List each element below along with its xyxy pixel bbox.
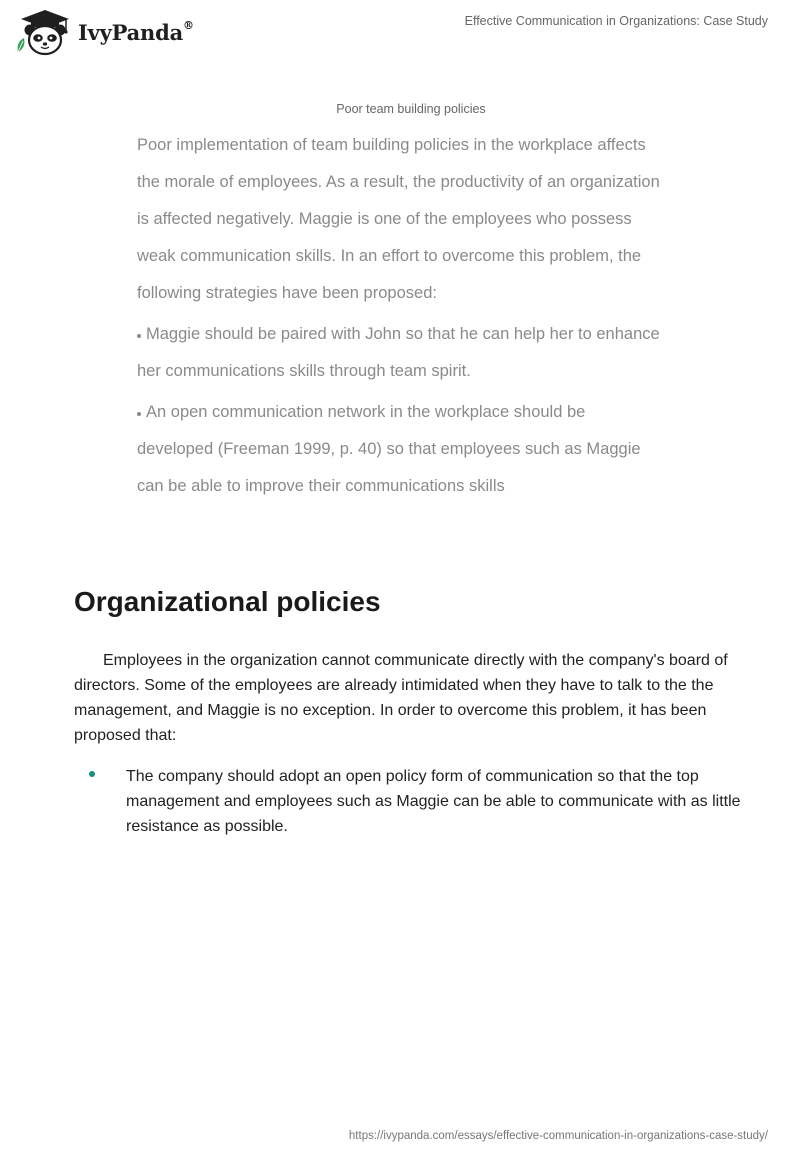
- figure-line: is affected negatively. Maggie is one of the employees who possess: [137, 210, 632, 228]
- figure-line: weak communication skills. In an effort to overcome this problem, the: [137, 247, 642, 265]
- bullet-icon: [89, 771, 95, 777]
- figure-line: following strategies have been proposed:: [137, 284, 437, 302]
- figure-text-block: [137, 132, 737, 510]
- figure-line: can be able to improve their communications skills: [137, 477, 505, 495]
- figure-line: developed (Freeman 1999, p. 40) so that employees such as Maggie: [137, 440, 641, 458]
- bullet-list: [74, 764, 754, 839]
- figure-line: her communications skills through team spirit.: [137, 362, 471, 380]
- figure-bullet-item: An open communication network in the workplace should be: [137, 399, 737, 436]
- figure-bullet-item: Maggie should be paired with John so that he can help her to enhance: [137, 321, 737, 358]
- list-item: The company should adopt an open policy form of communication so that the top management and employees such as Maggie can be able to communicate with as little resistance as possible.: [74, 764, 754, 839]
- body-paragraph: Employees in the organization cannot communicate directly with the company's board of directors. Some of the employees are already intimidated when they have to talk to the the management, and Maggie is no exception. In order to overcome this problem, it has been proposed that:: [74, 652, 728, 744]
- source-url-link[interactable]: https://ivypanda.com/essays/effective-communication-in-organizations-case-study/: [348, 1130, 768, 1142]
- bullet-dot-icon: [137, 412, 141, 416]
- section-heading: Organizational policies: [74, 586, 381, 617]
- page-header: [0, 0, 800, 60]
- bullet-dot-icon: [137, 334, 141, 338]
- embedded-image-figure: [0, 94, 800, 514]
- panda-graduate-icon: [14, 8, 76, 56]
- ivypanda-logo[interactable]: [14, 8, 204, 56]
- brand-name: IvyPanda®: [78, 18, 194, 45]
- figure-line: the morale of employees. As a result, the productivity of an organization: [137, 173, 660, 191]
- figure-line: Poor implementation of team building policies in the workplace affects: [137, 136, 646, 154]
- figure-caption: Poor team building policies: [336, 102, 486, 116]
- document-title: Effective Communication in Organizations: Case Study: [464, 14, 768, 28]
